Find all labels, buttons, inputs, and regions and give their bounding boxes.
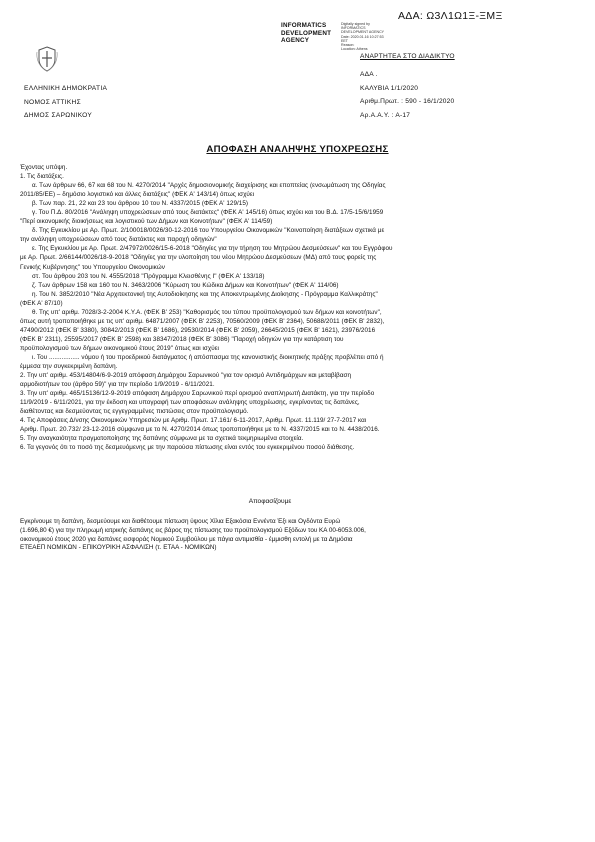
text-line: 11/9/2019 - 6/11/2021, για την έκδοση και υπογραφή των αποφάσεων ανάληψης υποχρέωσης, εγκρίνοντας τις δαπάνες, [20,399,360,407]
ada-number: ΑΔΑ: Ω3Λ1Ω1Ξ-ΞΜΞ [398,10,503,22]
text-line: 6. Τα γεγονός ότι το ποσό της δεσμευόμενης με την παρούσα πίστωσης είναι εντός του εγκεκριμένου ποσού διάθεσης. [20,444,355,452]
text-line: (1.696,80 €) για την πληρωμή ιατρικής δαπάνης εις βάρος της πίστωσης του προϋπολογισμού Εξόδων του ΚΑ 00-6053.006, [20,526,366,534]
posted-online-label: ΑΝΑΡΤΗΤΕΑ ΣΤΟ ΔΙΑΔΙΚΤΥΟ [360,53,455,60]
stamp-line: EET [341,38,348,43]
decision-heading: Αποφασίζουμε [248,498,292,505]
text-line: διαθέτοντας και δεσμεύοντας τις εγγεγραμμένες πιστώσεις στον προϋπολογισμό. [20,408,249,416]
text-line: Έχοντας υπόψη. [20,164,68,171]
text-line: ζ. Των άρθρων 158 και 160 του Ν. 3463/2006 "Κύρωση του Κώδικα Δήμων και Κοινοτήτων" (ΦΕΚ Α' 114/06) [32,281,339,289]
reference-block [360,68,454,122]
text-line: στ. Του άρθρου 203 του Ν. 4555/2018 "Πρόγραμμα Κλεισθένης Ι" (ΦΕΚ Α' 133/18) [32,272,265,280]
legal-basis-text [20,163,572,453]
digital-signature-stamp [341,22,401,51]
text-line: ι. Του ................. νόμου ή του προεδρικού διατάγματος ή απόσπασμα της κανονιστικής διοικητικής πράξης προβλέπει από ή [32,353,384,361]
document-title: ΑΠΟΦΑΣΗ ΑΝΑΛΗΨΗΣ ΥΠΟΧΡΕΩΣΗΣ [206,144,389,155]
issuer-line: ΔΗΜΟΣ ΣΑΡΩΝΙΚΟΥ [24,112,93,119]
text-line: 1. Τις διατάξεις. [20,173,64,181]
stamp-line: INFORMATICS [341,26,366,31]
stamp-line: Digitally signed by [341,22,370,26]
text-line: α. Των άρθρων 66, 67 και 68 του Ν. 4270/2014 "Αρχές δημοσιονομικής διαχείρισης και εποπτείας (ενσωμάτωση της Οδηγίας [32,182,386,190]
reference-line: ΚΑΛΥΒΙΑ 1/1/2020 [360,84,419,92]
text-line: 2. Την υπ' αριθμ. 453/14804/6-9-2019 απόφαση Δημάρχου Σαρωνικού "για τον ορισμό Αντιδημάρχων και μεταβίβαση [20,372,352,380]
text-line: ε. Της Εγκυκλίου με Αρ. Πρωτ. 2/47972/0026/15-6-2018 "Οδηγίες για την τήρηση του Μητρώου Δεσμεύσεων" και του Εγγράφου [32,245,393,253]
text-line: 4. Τις Αποφάσεις Δ/νσης Οικονομικών Υπηρεσιών με Αριθμ. Πρωτ. 17.161/ 6-11-2017, Αριθμ. Πρωτ. 11.119/ 27-7-2017 και [20,417,367,425]
agency-name [281,22,331,45]
text-line: Εγκρίνουμε τη δαπάνη, δεσμεύουμε και διαθέτουμε πίστωση ύψους Χίλια Εξακόσια Εννέντα Έξι και Ογδόντα Ευρώ [20,518,341,525]
text-line: η. Του Ν. 3852/2010 "Νέα Αρχιτεκτονική της Αυτοδιοίκησης και της Αποκεντρωμένης Διοίκησης - Πρόγραμμα Καλλικράτης" [32,290,378,298]
text-line: (ΦΕΚ Α' 87/10) [20,299,63,307]
issuer-block [24,82,107,123]
text-line: γ. Του Π.Δ. 80/2016 "Ανάληψη υποχρεώσεων από τους διατάκτες" (ΦΕΚ Α' 145/16) όπως ισχύει και του Β.Δ. 17/5-15/6/1959 [32,209,384,217]
text-line: 2011/85/ΕΕ) – δημόσιο λογιστικό και άλλες διατάξεις" (ΦΕΚ Α' 143/14) όπως ισχύει [20,191,255,199]
text-line: Γενικής Κυβέρνησης" του Υπουργείου Οικονομικών [20,263,165,271]
stamp-line: Reason: [341,43,355,48]
stamp-line: Date: 2020.01.16 10:27:53 [341,34,384,39]
agency-line: AGENCY [281,37,310,45]
text-line: 3. Την υπ' αριθμ. 465/15136/12-9-2019 απόφαση Δημάρχου Σαρωνικού περί ορισμού αναπληρωτή Διατάκτη, για την περίοδο [20,390,375,398]
text-line: την ανάληψη υποχρεώσεων από τους διατάκτες και παροχή οδηγιών" [20,236,217,244]
reference-line: Αριθμ.Πρωτ. : 590 - 16/1/2020 [360,98,455,105]
text-line: αρμοδιοτήτων του (άρθρο 59)" για την περίοδο 1/9/2019 - 6/11/2021. [20,381,215,389]
text-line: "Περί οικονομικής διοικήσεως και λογιστικού των Δήμων και Κοινοτήτων" (ΦΕΚ Α' 114/59) [20,218,273,226]
text-line: β. Των παρ. 21, 22 και 23 του άρθρου 10 του Ν. 4337/2015 (ΦΕΚ Α' 129/15) [32,200,249,208]
text-line: θ. Της υπ' αριθμ. 7028/3-2-2004 Κ.Υ.Α. (ΦΕΚ Β' 253) "Καθορισμός του τύπου προϋπολογισμού των δήμων και κοινοτήτων", [32,308,382,316]
text-line: όπως αυτή τροποποιήθηκε με τις υπ' αριθμ. 64871/2007 (ΦΕΚ Β' 2253), 70560/2009 (ΦΕΚ Β' 2364), 50688/2011 (ΦΕΚ Β' 2832), [20,317,385,325]
reference-line: ΑΔΑ . [360,71,378,78]
agency-line: INFORMATICS [281,22,327,29]
text-line: 5. Την αναγκαιότητα πραγματοποίησης της δαπάνης σύμφωνα με τα σχετικά τεκμηριωμένα στοιχεία. [20,435,304,443]
text-line: προϋπολογισμού των δήμων οικονομικού έτους 2019" όπως και ισχύει [20,344,219,352]
text-line: οικονομικού έτους 2020 για δαπάνες εισφοράς Νομικού Συμβούλου με πάγια αντιμισθία - έμμισθη εντολή με τα Δημόσια [20,535,353,543]
issuer-line: ΝΟΜΟΣ ΑΤΤΙΚΗΣ [24,98,81,106]
stamp-line: Location: Athens [341,47,368,52]
issuer-line: ΕΛΛΗΝΙΚΗ ΔΗΜΟΚΡΑΤΙΑ [24,85,108,92]
text-line: Αριθμ. Πρωτ. 20.732/ 23-12-2016 σύμφωνα με το Ν. 4270/2014 όπως τροποποιήθηκε με το Ν. 4337/2015 και το Ν. 4438/2016. [20,426,380,434]
text-line: (ΦΕΚ Β' 2311), 25595/2017 (ΦΕΚ Β' 2598) και 38347/2018 (ΦΕΚ Β' 3086) "Παροχή οδηγιών για την κατάρτιση του [20,335,344,343]
text-line: έμμεσα την συγκεκριμένη δαπάνη. [20,363,118,371]
agency-line: DEVELOPMENT [281,29,332,37]
text-line: δ. Της Εγκυκλίου με Αρ. Πρωτ. 2/100018/0026/30-12-2016 του Υπουργείου Οικονομικών "Κοινοποίηση διατάξεων σχετικά με [32,227,385,235]
stamp-line: DEVELOPMENT AGENCY [341,30,385,35]
decision-text [20,518,572,553]
reference-line: Αρ.Α.Α.Υ. : Α-17 [360,111,411,119]
text-line: με Αρ. Πρωτ. 2/66144/0026/18-9-2018 "Οδηγίες για την υλοποίηση του νέου Μητρώου Δεσμεύσεων (ΜΔ) από τους φορείς της [20,254,377,262]
text-line: 47490/2012 (ΦΕΚ Β' 3380), 30842/2013 (ΦΕΚ Β' 1686), 29530/2014 (ΦΕΚ Β' 2059), 26645/2015 (ΦΕΚ Β' 1621), 23976/2016 [20,326,376,334]
text-line: ΕΤΕΑΕΠ ΝΟΜΙΚΩΝ - ΕΠΙΚΟΥΡΙΚΗ ΑΣΦΑΛΙΣΗ (τ. ΕΤΑΑ - ΝΟΜΙΚΩΝ) [20,544,217,552]
greek-coat-of-arms-icon [36,46,58,72]
